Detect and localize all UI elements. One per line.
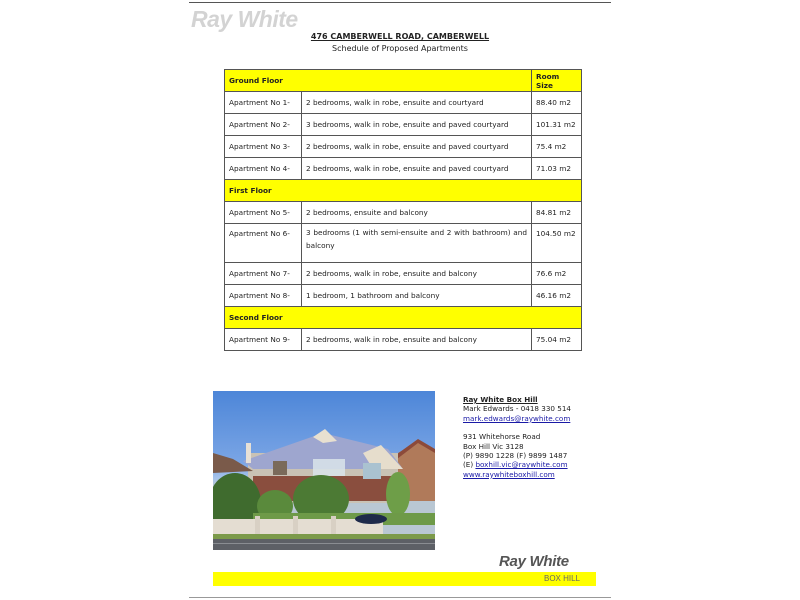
apartment-size: 76.6 m2 [532, 263, 582, 285]
apartment-size: 75.04 m2 [532, 329, 582, 351]
room-size-header: Room Size [532, 70, 582, 92]
apartment-name: Apartment No 9- [225, 329, 302, 351]
floor-header-row [225, 70, 582, 92]
apartment-size: 75.4 m2 [532, 136, 582, 158]
website-link[interactable]: www.raywhiteboxhill.com [463, 469, 555, 479]
agent-email-link[interactable]: mark.edwards@raywhite.com [463, 413, 571, 423]
ray-white-logo-bottom: Ray White [499, 553, 569, 570]
office-email-link[interactable]: boxhill.vic@raywhite.com [475, 460, 568, 470]
apartment-name: Apartment No 2- [225, 114, 302, 136]
apartment-name: Apartment No 4- [225, 158, 302, 180]
apartment-size: 46.16 m2 [532, 285, 582, 307]
apartment-size: 71.03 m2 [532, 158, 582, 180]
apartment-description: 2 bedrooms, walk in robe, ensuite and paved courtyard [302, 158, 532, 180]
page-subtitle: Schedule of Proposed Apartments [332, 44, 468, 53]
branch-banner [213, 572, 596, 586]
apartment-name: Apartment No 6- [225, 224, 302, 263]
office-phones: (P) 9890 1228 (F) 9899 1487 [463, 451, 568, 461]
office-address-line1: 931 Whitehorse Road [463, 432, 541, 442]
table-row [225, 136, 582, 158]
apartment-description: 2 bedrooms, walk in robe, ensuite and balcony [302, 329, 532, 351]
office-name: Ray White Box Hill [463, 395, 538, 404]
apartment-description: 2 bedrooms, walk in robe, ensuite and balcony [302, 263, 532, 285]
ray-white-logo-top: Ray White [191, 6, 298, 32]
table-row [225, 329, 582, 351]
apartment-description: 1 bedroom, 1 bathroom and balcony [302, 285, 532, 307]
apartment-name: Apartment No 1- [225, 92, 302, 114]
property-photo [213, 391, 435, 550]
apartment-size: 88.40 m2 [532, 92, 582, 114]
contact-block [463, 395, 571, 479]
office-address-line2: Box Hill Vic 3128 [463, 441, 524, 451]
floor-label: Second Floor [225, 307, 582, 329]
top-rule [189, 2, 611, 3]
table-row [225, 202, 582, 224]
bottom-rule [189, 597, 611, 598]
email-prefix: (E) [463, 460, 476, 470]
table-row [225, 92, 582, 114]
apartment-name: Apartment No 7- [225, 263, 302, 285]
apartment-description: 2 bedrooms, walk in robe, ensuite and paved courtyard [302, 136, 532, 158]
floor-label: Ground Floor [225, 70, 532, 92]
apartment-size: 101.31 m2 [532, 114, 582, 136]
apartment-size: 84.81 m2 [532, 202, 582, 224]
table-row [225, 263, 582, 285]
floor-label: First Floor [225, 180, 582, 202]
apartment-name: Apartment No 3- [225, 136, 302, 158]
branch-name: BOX HILL [543, 574, 580, 583]
table-row [225, 224, 582, 263]
apartment-description: 2 bedrooms, walk in robe, ensuite and courtyard [302, 92, 532, 114]
apartment-description: 3 bedrooms (1 with semi-ensuite and 2 with bathroom) and balcony [302, 224, 532, 263]
table-row [225, 285, 582, 307]
page-title: 476 CAMBERWELL ROAD, CAMBERWELL [310, 32, 490, 41]
apartment-name: Apartment No 8- [225, 285, 302, 307]
apartment-description: 3 bedrooms, walk in robe, ensuite and paved courtyard [302, 114, 532, 136]
floor-header-row [225, 180, 582, 202]
table-row [225, 158, 582, 180]
apartment-size: 104.50 m2 [532, 224, 582, 263]
agent-name-phone: Mark Edwards - 0418 330 514 [463, 404, 571, 414]
table-row [225, 114, 582, 136]
apartment-schedule-table [224, 69, 582, 351]
floor-header-row [225, 307, 582, 329]
apartment-description: 2 bedrooms, ensuite and balcony [302, 202, 532, 224]
apartment-name: Apartment No 5- [225, 202, 302, 224]
